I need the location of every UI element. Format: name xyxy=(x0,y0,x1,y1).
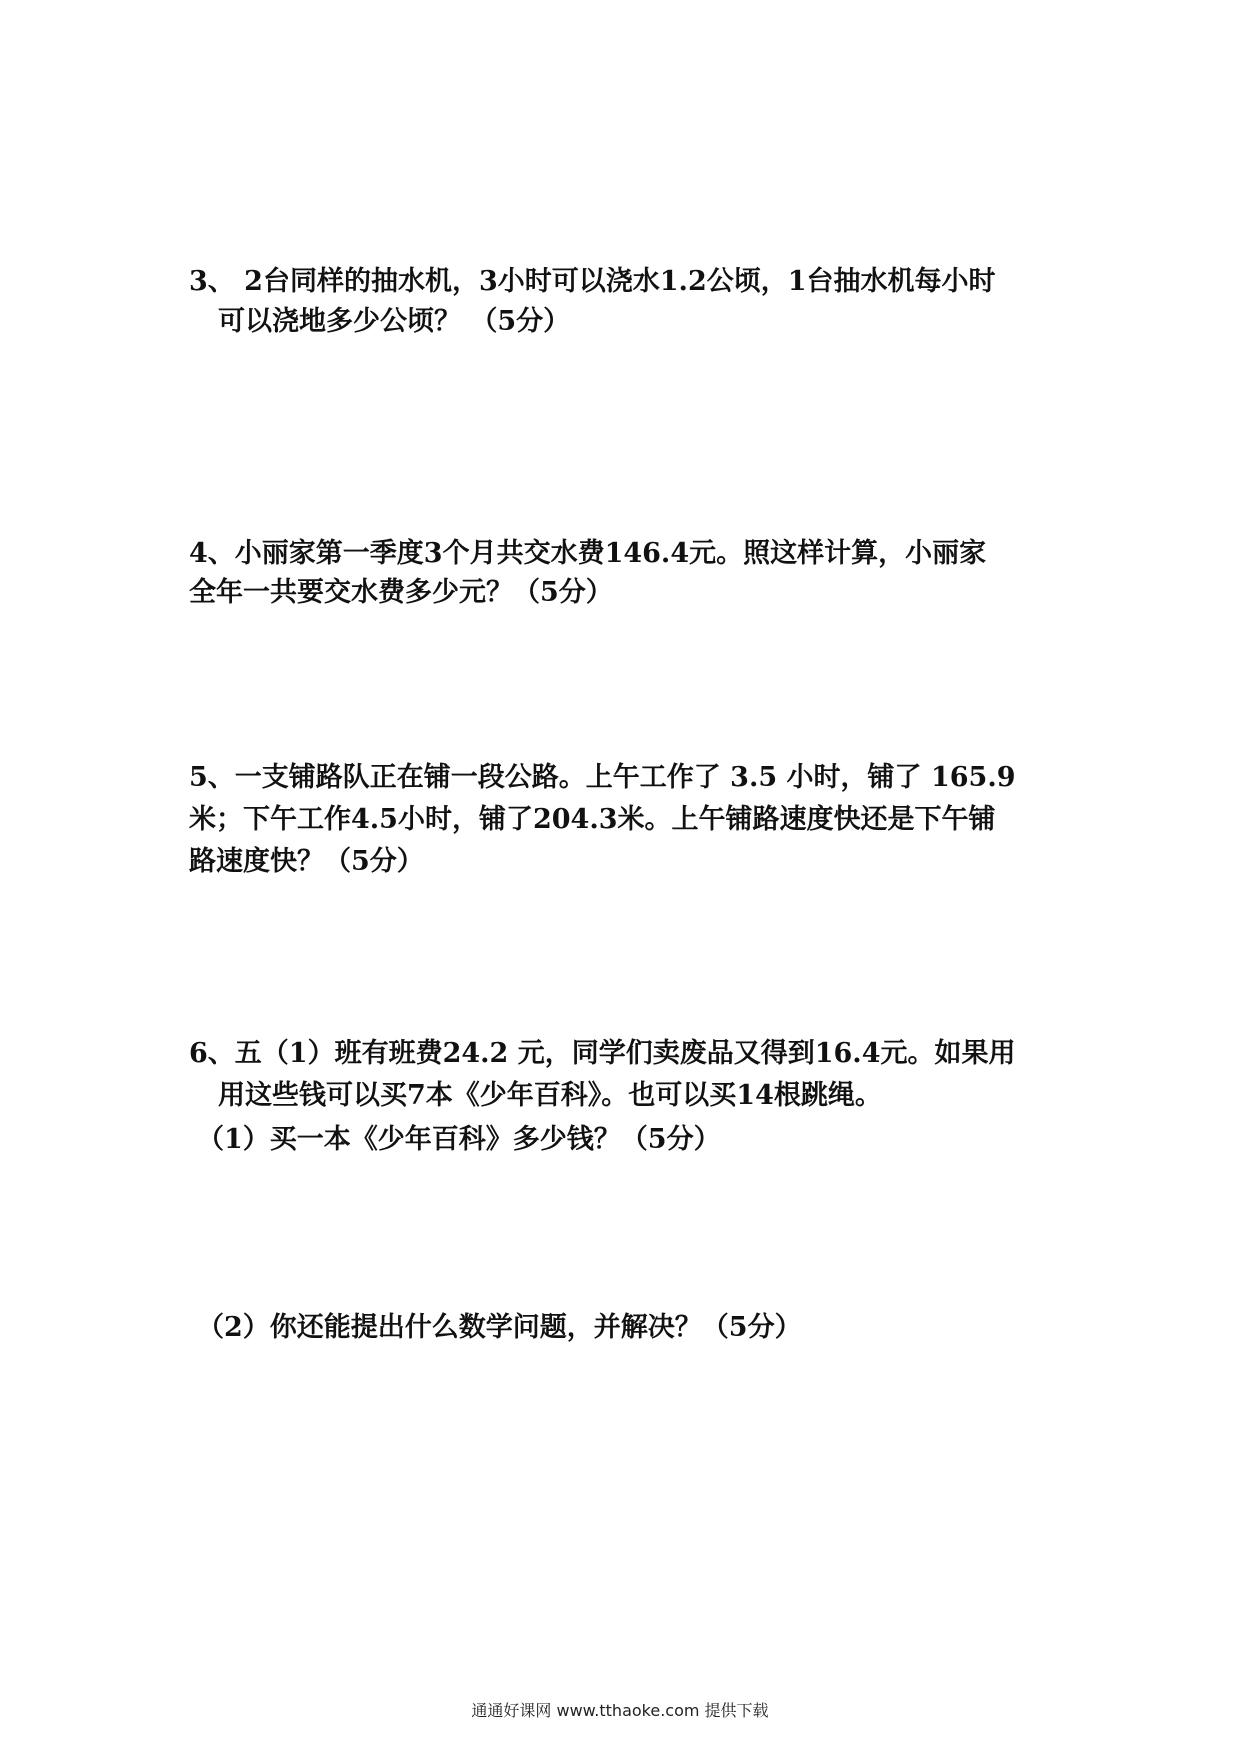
question-3-line-1: 3、 2台同样的抽水机，3小时可以浇水1.2公顷，1台抽水机每小时 xyxy=(189,266,996,297)
question-5-line-3: 路速度快？（5分） xyxy=(189,846,424,877)
page-footer: 通通好课网 www.tthaoke.com 提供下载 xyxy=(471,1701,769,1720)
question-5-line-1: 5、一支铺路队正在铺一段公路。上午工作了 3.5 小时，铺了 165.9 xyxy=(189,762,1016,793)
question-6-line-1: 6、五（1）班有班费24.2 元，同学们卖废品又得到16.4元。如果用 xyxy=(189,1038,1016,1069)
question-6-line-2: 用这些钱可以买7本《少年百科》。也可以买14根跳绳。 xyxy=(218,1080,882,1111)
question-4-line-1: 4、小丽家第一季度3个月共交水费146.4元。照这样计算，小丽家 xyxy=(189,538,987,569)
question-4-line-2: 全年一共要交水费多少元？（5分） xyxy=(189,577,613,608)
question-5-line-2: 米；下午工作4.5小时，铺了204.3米。上午铺路速度快还是下午铺 xyxy=(189,804,996,835)
question-6-subquestion-2: （2）你还能提出什么数学问题，并解决？（5分） xyxy=(197,1312,802,1343)
question-6-subquestion-1: （1）买一本《少年百科》多少钱？（5分） xyxy=(197,1124,721,1155)
question-3-line-2: 可以浇地多少公顷？ （5分） xyxy=(218,306,571,337)
